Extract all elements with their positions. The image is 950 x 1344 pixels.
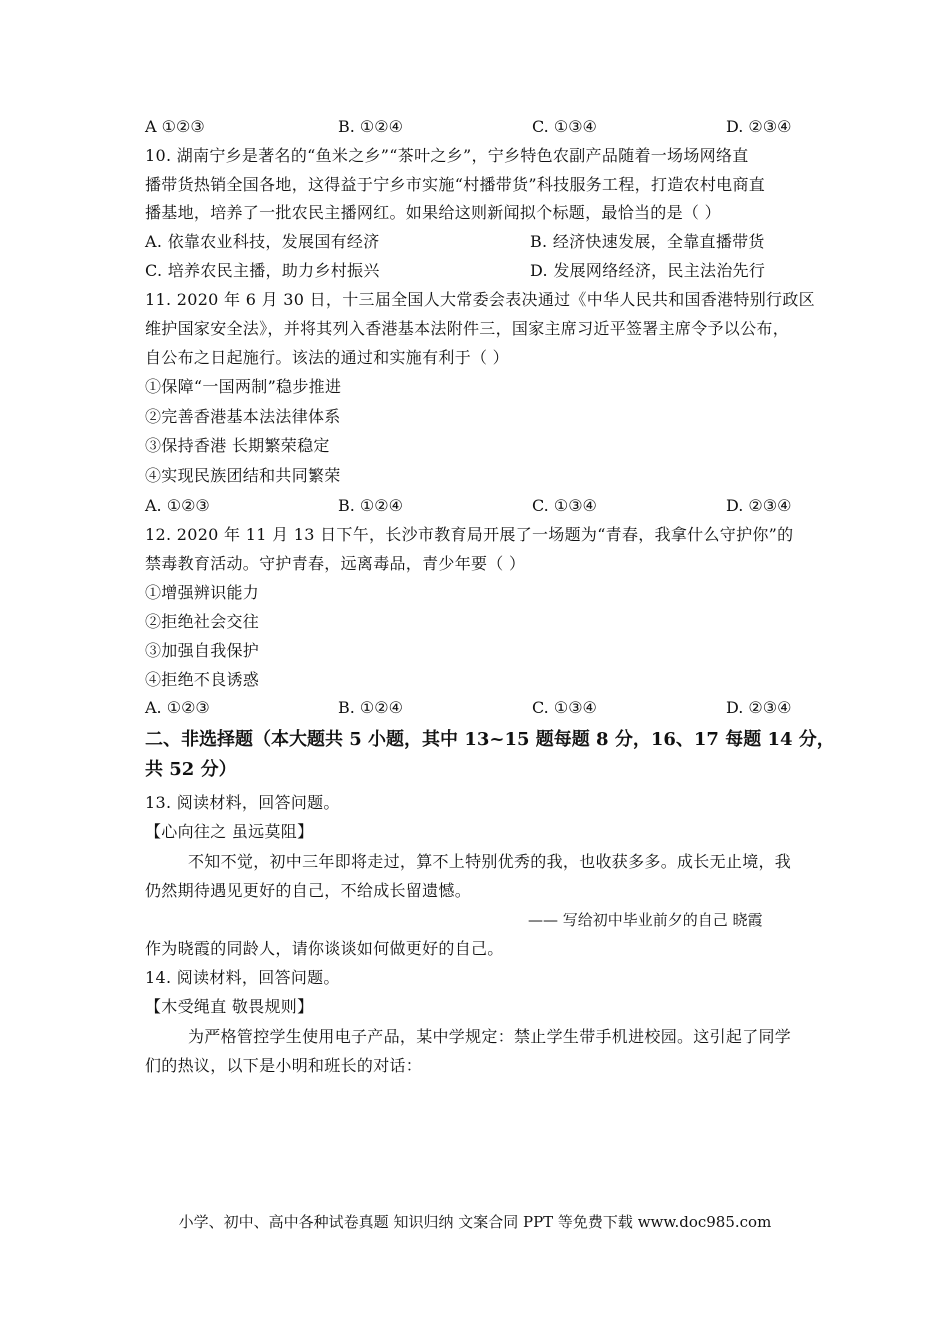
- q12-stem-line: 禁毒教育活动。守护青春，远离毒品，青少年要（ ）: [145, 554, 526, 573]
- q11-option-a: A. ①②③: [145, 496, 210, 515]
- q12-option-c: C. ①③④: [532, 698, 597, 717]
- q12-option-b: B. ①②④: [338, 698, 403, 717]
- q14-title: 14. 阅读材料，回答问题。: [145, 968, 340, 987]
- q13-title: 13. 阅读材料，回答问题。: [145, 793, 340, 812]
- q9-option-d: D. ②③④: [726, 117, 792, 136]
- q14-passage-line: 们的热议，以下是小明和班长的对话：: [145, 1056, 423, 1075]
- q10-stem-line: 10. 湖南宁乡是著名的“鱼米之乡”“茶叶之乡”，宁乡特色农副产品随着一场场网络直: [145, 146, 749, 165]
- section-heading: 共 52 分）: [145, 759, 237, 780]
- page-footer: 小学、初中、高中各种试卷真题 知识归纳 文案合同 PPT 等免费下载 www.doc985.com: [178, 1213, 772, 1231]
- q10-option-a: A. 依靠农业科技，发展国有经济: [145, 232, 380, 251]
- q12-options: [145, 698, 825, 718]
- q11-options: [145, 496, 825, 516]
- q10-stem-line: 播基地，培养了一批农民主播网红。如果给这则新闻拟个标题，最恰当的是（ ）: [145, 203, 721, 222]
- q12-item: ④拒绝不良诱惑: [145, 670, 260, 689]
- q11-item: ①保障“一国两制”稳步推进: [145, 377, 342, 396]
- q10-option-d: D. 发展网络经济，民主法治先行: [530, 261, 766, 280]
- q10-option-b: B. 经济快速发展，全靠直播带货: [530, 232, 765, 251]
- q12-item: ③加强自我保护: [145, 641, 260, 660]
- section-heading: 二、非选择题（本大题共 5 小题，其中 13~15 题每题 8 分，16、17 每题 14 分，: [145, 729, 835, 750]
- q11-item: ②完善香港基本法法律体系: [145, 407, 341, 426]
- q9-option-c: C. ①③④: [532, 117, 597, 136]
- q13-passage-line: 不知不觉，初中三年即将走过，算不上特别优秀的我，也收获多多。成长无止境，我: [188, 852, 792, 871]
- q9-option-a: A ①②③: [145, 117, 205, 136]
- q11-item: ③保持香港 长期繁荣稳定: [145, 436, 330, 455]
- q11-stem-line: 自公布之日起施行。该法的通过和实施有利于（ ）: [145, 348, 509, 367]
- q11-option-d: D. ②③④: [726, 496, 792, 515]
- q11-option-c: C. ①③④: [532, 496, 597, 515]
- q9-options: [145, 117, 825, 137]
- q11-option-b: B. ①②④: [338, 496, 403, 515]
- q11-item: ④实现民族团结和共同繁荣: [145, 466, 341, 485]
- q13-signature: —— 写给初中毕业前夕的自己 晓霞: [528, 911, 763, 929]
- q13-question: 作为晓霞的同龄人，请你谈谈如何做更好的自己。: [145, 939, 504, 958]
- q9-option-b: B. ①②④: [338, 117, 403, 136]
- q13-label: 【心向往之 虽远莫阻】: [145, 822, 314, 841]
- q11-stem-line: 11. 2020 年 6 月 30 日，十三届全国人大常委会表决通过《中华人民共和国香港特别行政区: [145, 290, 815, 309]
- q10-stem-line: 播带货热销全国各地，这得益于宁乡市实施“村播带货”科技服务工程，打造农村电商直: [145, 175, 766, 194]
- q13-passage-line: 仍然期待遇见更好的自己，不给成长留遗憾。: [145, 881, 472, 900]
- q12-item: ②拒绝社会交往: [145, 612, 260, 631]
- q14-passage-line: 为严格管控学生使用电子产品，某中学规定：禁止学生带手机进校园。这引起了同学: [188, 1027, 792, 1046]
- q12-option-d: D. ②③④: [726, 698, 792, 717]
- q12-item: ①增强辨识能力: [145, 583, 260, 602]
- q10-option-c: C. 培养农民主播，助力乡村振兴: [145, 261, 380, 280]
- q14-label: 【木受绳直 敬畏规则】: [145, 997, 314, 1016]
- q12-option-a: A. ①②③: [145, 698, 210, 717]
- q12-stem-line: 12. 2020 年 11 月 13 日下午，长沙市教育局开展了一场题为“青春，我拿什么守护你”的: [145, 525, 794, 544]
- q11-stem-line: 维护国家安全法》，并将其列入香港基本法附件三，国家主席习近平签署主席令予以公布，: [145, 319, 790, 338]
